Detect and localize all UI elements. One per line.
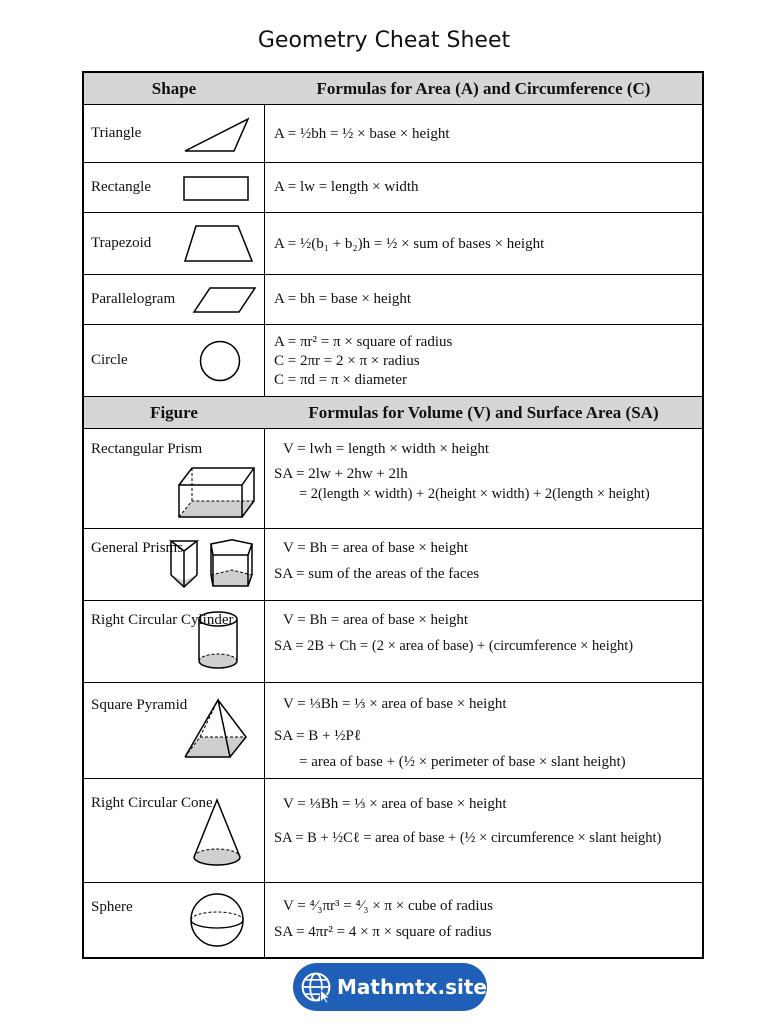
square-pyramid-icon [182,697,252,763]
trapezoid-label: Trapezoid [91,235,152,251]
rectangle-area-formula: A = lw = length × width [274,179,419,195]
parallelogram-row [84,275,702,325]
cone-label: Right Circular Cone [91,795,213,811]
trapezoid-row [84,213,702,275]
sphere-row [84,883,702,957]
globe-icon [299,968,333,1006]
volume-formulas-column-header: Formulas for Volume (V) and Surface Area (SA) [308,402,659,422]
circle-label: Circle [91,352,128,368]
circle-row [84,325,702,397]
rectangle-label: Rectangle [91,179,151,195]
circle-circumference-radius-formula: C = 2πr = 2 × π × radius [274,353,420,369]
rectangular-prism-label: Rectangular Prism [91,441,203,457]
square-pyramid-volume-formula: V = ⅓Bh = ⅓ × area of base × height [283,696,507,712]
mathmtx-logo[interactable] [293,963,487,1011]
rectangle-row [84,163,702,213]
cone-volume-formula: V = ⅓Bh = ⅓ × area of base × height [283,796,507,812]
rectangular-prism-volume-formula: V = lwh = length × width × height [283,441,490,457]
general-prisms-surface-area-formula: SA = sum of the areas of the faces [274,566,480,582]
circle-area-formula: A = πr² = π × square of radius [274,334,453,350]
general-prisms-volume-formula: V = Bh = area of base × height [283,540,469,556]
square-pyramid-label: Square Pyramid [91,697,188,713]
rectangle-icon [182,175,252,203]
shape-column-header: Shape [151,78,197,98]
cylinder-row [84,601,702,683]
rectangular-prism-icon [176,465,258,521]
volume-header-row [84,397,702,429]
parallelogram-icon [192,285,258,315]
cylinder-surface-area-formula: SA = 2B + Ch = (2 × area of base) + (circumference × height) [274,638,634,654]
cheat-sheet-table [82,71,704,959]
circle-icon [198,339,242,383]
parallelogram-area-formula: A = bh = base × height [274,291,412,307]
square-pyramid-surface-area-expanded: = area of base + (½ × perimeter of base × slant height) [299,754,626,770]
trapezoid-icon [182,223,256,265]
rectangular-prism-row [84,429,702,529]
triangle-icon [182,115,252,153]
sphere-label: Sphere [91,899,133,915]
pentagonal-prism-icon [208,539,256,595]
triangle-row [84,105,702,163]
figure-column-header: Figure [150,402,198,422]
trapezoid-area-formula: A = ½(b₁ + b₂)h = ½ × sum of bases × height [274,236,545,252]
circle-circumference-diameter-formula: C = πd = π × diameter [274,372,408,388]
parallelogram-label: Parallelogram [91,291,176,307]
rectangular-prism-surface-area-formula: SA = 2lw + 2hw + 2lh [274,466,408,482]
square-pyramid-row [84,683,702,779]
page-title: Geometry Cheat Sheet [257,28,511,53]
cone-surface-area-formula: SA = B + ½Cℓ = area of base + (½ × circumference × slant height) [274,830,662,846]
sphere-volume-formula: V = ⁴⁄₃πr³ = ⁴⁄₃ × π × cube of radius [283,898,493,914]
general-prisms-row [84,529,702,601]
rectangular-prism-surface-area-expanded: = 2(length × width) + 2(height × width) + 2(length × height) [299,486,650,502]
sphere-surface-area-formula: SA = 4πr² = 4 × π × square of radius [274,924,492,940]
cylinder-icon [194,609,242,671]
triangle-area-formula: A = ½bh = ½ × base × height [274,126,450,142]
triangle-label: Triangle [91,125,142,141]
cone-icon [190,797,244,869]
cone-row [84,779,702,883]
general-prisms-label: General Prisms [91,540,184,556]
triangular-prism-icon [168,537,200,593]
cylinder-label: Right Circular Cylinder [91,612,234,628]
logo-text: Mathmtx.site [337,975,487,999]
area-header-row [84,73,702,105]
area-formulas-column-header: Formulas for Area (A) and Circumference (C) [316,78,651,98]
sphere-icon [188,891,246,949]
cylinder-volume-formula: V = Bh = area of base × height [283,612,469,628]
square-pyramid-surface-area-formula: SA = B + ½Pℓ [274,728,362,744]
